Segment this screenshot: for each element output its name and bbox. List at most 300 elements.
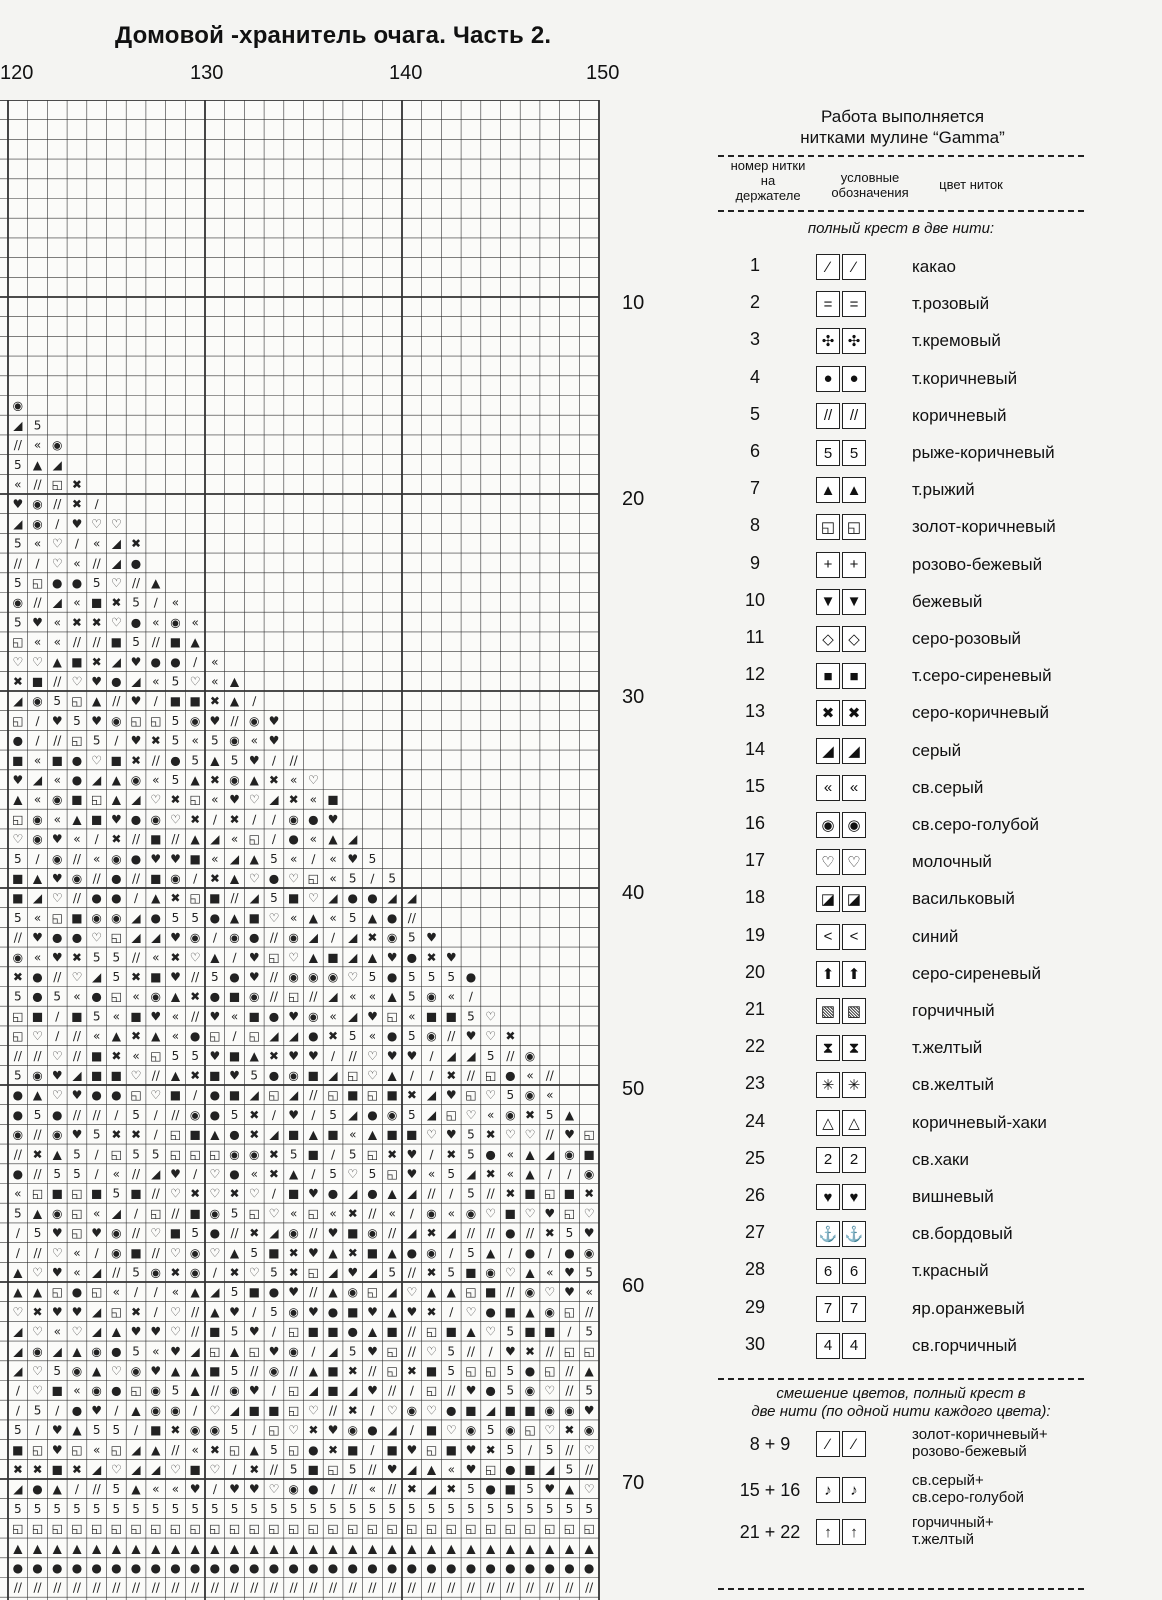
stitch-symbol: ∕ bbox=[547, 1166, 552, 1181]
symbol-cell: ⚓ bbox=[842, 1221, 866, 1247]
stitch-symbol: « bbox=[368, 1482, 377, 1497]
stitch-symbol: ● bbox=[327, 1186, 339, 1201]
stitch-symbol: ♥ bbox=[150, 1363, 162, 1378]
stitch-symbol: 5 bbox=[230, 1285, 239, 1300]
stitch-symbol: ◱ bbox=[386, 1344, 398, 1359]
thread-number: 27 bbox=[744, 1222, 766, 1243]
stitch-symbol: ◉ bbox=[583, 1245, 595, 1260]
stitch-symbol: ◱ bbox=[465, 1363, 477, 1378]
stitch-symbol: ◉ bbox=[111, 1226, 122, 1241]
stitch-symbol: ◱ bbox=[209, 1521, 221, 1536]
y-scale-label: 10 bbox=[622, 292, 645, 314]
thread-number: 16 bbox=[744, 813, 766, 833]
stitch-symbol: ♡ bbox=[51, 1048, 63, 1063]
stitch-symbol: 5 bbox=[526, 1482, 534, 1497]
stitch-symbol: ♥ bbox=[91, 674, 103, 689]
stitch-symbol: ■ bbox=[445, 1442, 457, 1457]
stitch-symbol: ✖ bbox=[268, 1048, 279, 1063]
stitch-symbol: « bbox=[14, 1186, 22, 1201]
legend-row bbox=[720, 548, 1100, 582]
stitch-symbol: ◢ bbox=[407, 891, 417, 906]
stitch-symbol: ◱ bbox=[445, 1521, 457, 1536]
stitch-symbol: ◱ bbox=[307, 871, 320, 886]
stitch-symbol: ▲ bbox=[387, 1304, 397, 1319]
stitch-symbol: « bbox=[92, 1442, 101, 1457]
stitch-symbol: ◉ bbox=[130, 1363, 142, 1378]
stitch-symbol: ✖ bbox=[328, 1029, 339, 1044]
stitch-symbol: 5 bbox=[73, 1166, 81, 1181]
thread-color: коричневый bbox=[912, 405, 1007, 425]
stitch-symbol: ▲ bbox=[525, 1304, 535, 1319]
stitch-symbol: ∕ bbox=[252, 1423, 257, 1438]
stitch-symbol: ♥ bbox=[465, 1462, 477, 1477]
stitch-symbol: ◢ bbox=[32, 772, 43, 787]
stitch-symbol: ♥ bbox=[367, 1383, 378, 1398]
stitch-symbol: ■ bbox=[110, 1068, 123, 1083]
stitch-symbol: 5 bbox=[112, 1482, 121, 1497]
stitch-symbol: 5 bbox=[467, 1186, 475, 1201]
thread-number: 14 bbox=[744, 738, 766, 759]
stitch-symbol: ◢ bbox=[348, 950, 358, 965]
stitch-symbol: ● bbox=[564, 1560, 575, 1575]
stitch-symbol: ♥ bbox=[445, 950, 457, 965]
stitch-symbol: ◱ bbox=[366, 1285, 379, 1300]
stitch-symbol: ◉ bbox=[308, 969, 319, 984]
stitch-symbol: 5 bbox=[467, 1482, 475, 1497]
stitch-symbol: ♥ bbox=[504, 1344, 516, 1359]
stitch-symbol: ● bbox=[32, 969, 43, 984]
stitch-symbol: 5 bbox=[270, 1501, 278, 1516]
stitch-symbol bbox=[816, 589, 868, 615]
stitch-symbol: // bbox=[545, 1127, 554, 1142]
stitch-symbol: ♡ bbox=[544, 1423, 556, 1438]
stitch-symbol: ♥ bbox=[229, 1482, 240, 1497]
stitch-symbol: ◉ bbox=[288, 812, 299, 827]
stitch-symbol: ♡ bbox=[189, 950, 201, 965]
stitch-symbol: ▲ bbox=[367, 950, 378, 965]
stitch-symbol: ▲ bbox=[525, 1541, 535, 1556]
stitch-symbol: ◱ bbox=[248, 832, 260, 847]
stitch-symbol: « bbox=[546, 1265, 554, 1280]
stitch-symbol: ● bbox=[268, 1560, 280, 1575]
stitch-symbol bbox=[816, 328, 868, 354]
stitch-symbol: 5 bbox=[132, 595, 140, 610]
thread-color: т.кремовый bbox=[912, 331, 1001, 351]
stitch-symbol: « bbox=[329, 871, 337, 886]
stitch-symbol: ◢ bbox=[229, 851, 240, 866]
stitch-symbol: ◢ bbox=[328, 891, 338, 906]
stitch-symbol: ▲ bbox=[308, 1363, 318, 1378]
stitch-symbol: ◉ bbox=[52, 1206, 63, 1221]
stitch-symbol: // bbox=[329, 1403, 338, 1418]
stitch-symbol: ▲ bbox=[32, 1285, 43, 1300]
stitch-symbol: ✖ bbox=[328, 1442, 339, 1457]
stitch-symbol: ◉ bbox=[111, 910, 122, 925]
stitch-symbol: ▲ bbox=[190, 1541, 200, 1556]
stitch-symbol: ◢ bbox=[545, 1147, 555, 1162]
stitch-symbol: ♥ bbox=[150, 1324, 162, 1339]
stitch-symbol: ■ bbox=[563, 1186, 576, 1201]
stitch-symbol: « bbox=[171, 1482, 180, 1497]
stitch-symbol: ♡ bbox=[288, 950, 300, 965]
stitch-symbol: ♥ bbox=[110, 812, 122, 827]
stitch-symbol: « bbox=[349, 989, 357, 1004]
stitch-symbol: ♡ bbox=[209, 1245, 221, 1260]
stitch-symbol: 5 bbox=[506, 1363, 515, 1378]
stitch-symbol: ▲ bbox=[308, 950, 318, 965]
stitch-symbol: ◱ bbox=[287, 1324, 300, 1339]
stitch-symbol: ▲ bbox=[52, 1541, 62, 1556]
stitch-symbol: ∕ bbox=[114, 1107, 119, 1122]
mix-row bbox=[720, 1470, 1100, 1510]
stitch-symbol: ● bbox=[249, 930, 260, 945]
stitch-symbol: // bbox=[427, 1580, 436, 1595]
stitch-symbol: ◱ bbox=[484, 1521, 497, 1536]
symbol-cell: ↑ bbox=[842, 1519, 866, 1545]
stitch-symbol: ◱ bbox=[71, 1442, 83, 1457]
symbol-cell: ▼ bbox=[842, 589, 866, 615]
stitch-symbol: ● bbox=[130, 556, 142, 571]
stitch-symbol: ● bbox=[406, 1245, 418, 1260]
stitch-symbol: ♥ bbox=[426, 930, 437, 945]
stitch-symbol: ◱ bbox=[90, 1285, 103, 1300]
stitch-symbol: 5 bbox=[329, 1107, 337, 1122]
stitch-symbol: ■ bbox=[504, 1403, 517, 1418]
stitch-symbol: ◉ bbox=[485, 1265, 496, 1280]
stitch-symbol: ◢ bbox=[269, 792, 279, 807]
stitch-symbol: ▲ bbox=[131, 1403, 141, 1418]
stitch-symbol: ◱ bbox=[150, 1206, 162, 1221]
stitch-symbol: « bbox=[250, 733, 258, 748]
stitch-symbol: 5 bbox=[92, 1127, 101, 1142]
stitch-symbol: ■ bbox=[12, 753, 24, 768]
stitch-symbol: // bbox=[92, 871, 101, 886]
stitch-symbol: ▲ bbox=[367, 1127, 378, 1142]
stitch-symbol: // bbox=[250, 1580, 259, 1595]
stitch-symbol: // bbox=[269, 1580, 278, 1595]
stitch-symbol: ◱ bbox=[386, 1363, 398, 1378]
stitch-symbol: 5 bbox=[171, 1501, 180, 1516]
stitch-symbol: ✖ bbox=[485, 1442, 496, 1457]
stitch-symbol: ♡ bbox=[347, 969, 359, 984]
thread-number: 20 bbox=[744, 961, 766, 982]
stitch-symbol: ◱ bbox=[110, 930, 123, 945]
stitch-symbol: ● bbox=[52, 1107, 63, 1122]
stitch-symbol bbox=[816, 1333, 868, 1359]
stitch-symbol: ■ bbox=[189, 1206, 201, 1221]
stitch-symbol: ∕ bbox=[567, 1324, 572, 1339]
stitch-symbol: ♡ bbox=[268, 910, 280, 925]
stitch-symbol: // bbox=[348, 1048, 357, 1063]
stitch-symbol: ▲ bbox=[564, 1482, 575, 1497]
stitch-symbol: // bbox=[269, 1462, 278, 1477]
stitch-symbol: 5 bbox=[447, 1344, 456, 1359]
stitch-symbol bbox=[816, 1147, 868, 1173]
stitch-symbol bbox=[816, 812, 868, 838]
stitch-symbol: ∕ bbox=[212, 812, 217, 827]
stitch-symbol: ♡ bbox=[110, 1363, 122, 1378]
stitch-symbol: ♥ bbox=[150, 1009, 162, 1024]
stitch-symbol: ◱ bbox=[287, 989, 300, 1004]
stitch-symbol: ◢ bbox=[92, 1462, 102, 1477]
stitch-symbol: ● bbox=[347, 1324, 358, 1339]
stitch-symbol: ■ bbox=[268, 1403, 280, 1418]
stitch-symbol: ∕ bbox=[15, 1403, 20, 1418]
stitch-symbol: ◢ bbox=[13, 1363, 23, 1378]
stitch-symbol bbox=[816, 1072, 868, 1098]
stitch-symbol: ● bbox=[347, 1560, 358, 1575]
stitch-symbol: ◢ bbox=[308, 930, 318, 945]
mix-color bbox=[912, 1426, 1048, 1460]
stitch-symbol: ● bbox=[485, 1560, 496, 1575]
stitch-symbol: ● bbox=[446, 1560, 457, 1575]
stitch-symbol: 5 bbox=[191, 1501, 199, 1516]
stitch-symbol: ● bbox=[505, 1560, 516, 1575]
stitch-symbol: ◉ bbox=[288, 1482, 299, 1497]
stitch-symbol: ♥ bbox=[268, 1344, 280, 1359]
stitch-symbol bbox=[816, 514, 868, 540]
stitch-symbol: ♡ bbox=[288, 1423, 300, 1438]
stitch-symbol: 5 bbox=[14, 1068, 22, 1083]
page-title: Домовой -хранитель очага. Часть 2. bbox=[115, 22, 552, 49]
stitch-symbol: ◢ bbox=[466, 1048, 476, 1063]
symbol-cell: ♪ bbox=[842, 1477, 866, 1503]
stitch-symbol: ◱ bbox=[31, 1521, 44, 1536]
stitch-symbol: ◢ bbox=[111, 556, 121, 571]
stitch-symbol: ▲ bbox=[72, 1541, 82, 1556]
thread-number: 5 bbox=[749, 403, 760, 424]
thread-color: рыже-коричневый bbox=[912, 443, 1055, 462]
stitch-symbol: ∕ bbox=[15, 1226, 20, 1241]
stitch-symbol: ✖ bbox=[170, 1423, 181, 1438]
stitch-symbol: ◱ bbox=[150, 1521, 162, 1536]
stitch-symbol: ✖ bbox=[131, 753, 142, 768]
stitch-symbol: ■ bbox=[51, 1462, 63, 1477]
stitch-symbol: ◉ bbox=[189, 1107, 201, 1122]
stitch-symbol: ● bbox=[446, 1403, 457, 1418]
stitch-symbol: ♡ bbox=[110, 1462, 122, 1477]
thread-color: т.коричневый bbox=[912, 368, 1018, 388]
stitch-symbol: « bbox=[309, 832, 318, 847]
stitch-symbol: // bbox=[388, 1226, 397, 1241]
stitch-symbol: ● bbox=[485, 1383, 496, 1398]
stitch-symbol: « bbox=[230, 1009, 239, 1024]
stitch-symbol bbox=[816, 366, 868, 392]
stitch-symbol: ■ bbox=[209, 1068, 221, 1083]
stitch-symbol: ◉ bbox=[32, 832, 43, 847]
stitch-symbol: ● bbox=[426, 1560, 437, 1575]
stitch-symbol: ◢ bbox=[387, 1423, 397, 1438]
stitch-symbol: ◱ bbox=[327, 1462, 339, 1477]
thread-number: 19 bbox=[744, 924, 766, 945]
stitch-symbol: ♡ bbox=[485, 1009, 497, 1024]
stitch-symbol: // bbox=[447, 1580, 456, 1595]
stitch-symbol: « bbox=[92, 851, 101, 866]
stitch-symbol: ◱ bbox=[12, 812, 24, 827]
stitch-symbol: ♡ bbox=[110, 615, 122, 630]
thread-number: 21 bbox=[744, 999, 766, 1019]
stitch-symbol: 5 bbox=[408, 989, 416, 1004]
stitch-symbol: // bbox=[348, 1482, 357, 1497]
stitch-symbol: ▲ bbox=[387, 1068, 397, 1083]
stitch-symbol: // bbox=[230, 713, 239, 728]
stitch-symbol: ◢ bbox=[348, 930, 358, 945]
stitch-symbol: 5 bbox=[447, 1501, 456, 1516]
stitch-symbol: ● bbox=[130, 615, 142, 630]
stitch-symbol: ◱ bbox=[268, 950, 280, 965]
stitch-symbol: ♥ bbox=[91, 1403, 103, 1418]
stitch-symbol: ◉ bbox=[32, 812, 43, 827]
stitch-symbol: // bbox=[210, 1580, 219, 1595]
stitch-symbol: ♥ bbox=[465, 1383, 477, 1398]
stitch-symbol: « bbox=[73, 989, 81, 1004]
stitch-symbol: ● bbox=[564, 1245, 575, 1260]
stitch-symbol: ◱ bbox=[307, 1521, 320, 1536]
stitch-symbol: 5 bbox=[230, 1423, 239, 1438]
stitch-symbol: ◱ bbox=[563, 1521, 576, 1536]
stitch-symbol: ◉ bbox=[347, 1423, 358, 1438]
stitch-symbol: ◱ bbox=[189, 891, 201, 906]
stitch-symbol: ■ bbox=[90, 1068, 103, 1083]
stitch-symbol: ▲ bbox=[269, 1541, 279, 1556]
stitch-symbol: // bbox=[33, 1166, 42, 1181]
stitch-symbol: ◱ bbox=[425, 1324, 438, 1339]
stitch-symbol: ♥ bbox=[248, 1324, 260, 1339]
stitch-symbol: // bbox=[151, 1068, 160, 1083]
stitch-symbol: ▲ bbox=[111, 1324, 121, 1339]
stitch-symbol: ■ bbox=[287, 1186, 300, 1201]
symbol-cell: 2 bbox=[816, 1147, 840, 1173]
stitch-symbol: ◱ bbox=[248, 1344, 260, 1359]
stitch-symbol: // bbox=[309, 1088, 318, 1103]
stitch-symbol: ♥ bbox=[248, 1482, 260, 1497]
mix-row bbox=[720, 1424, 1100, 1464]
stitch-symbol: ♥ bbox=[268, 713, 280, 728]
stitch-symbol: // bbox=[171, 1206, 180, 1221]
stitch-symbol: ■ bbox=[169, 694, 182, 709]
stitch-symbol: ♥ bbox=[307, 1048, 319, 1063]
stitch-symbol: « bbox=[289, 772, 298, 787]
stitch-symbol: ♡ bbox=[170, 1304, 181, 1319]
stitch-symbol: ■ bbox=[287, 1127, 300, 1142]
stitch-symbol: ◱ bbox=[268, 1521, 280, 1536]
stitch-symbol: 5 bbox=[53, 1501, 62, 1516]
legend-row bbox=[720, 771, 1100, 805]
mix-color-line2: розово-бежевый bbox=[912, 1443, 1027, 1460]
mix-color bbox=[912, 1514, 994, 1548]
stitch-symbol: 5 bbox=[14, 910, 22, 925]
stitch-symbol: 5 bbox=[132, 1501, 140, 1516]
stitch-symbol: ◢ bbox=[328, 1265, 338, 1280]
stitch-symbol: ● bbox=[150, 910, 161, 925]
stitch-symbol: « bbox=[53, 635, 61, 650]
stitch-symbol: ■ bbox=[209, 891, 221, 906]
stitch-symbol: ◢ bbox=[269, 1127, 279, 1142]
stitch-symbol: // bbox=[132, 1166, 141, 1181]
stitch-symbol: ● bbox=[209, 989, 221, 1004]
stitch-symbol: // bbox=[269, 969, 278, 984]
stitch-symbol: « bbox=[53, 812, 61, 827]
stitch-symbol: ▲ bbox=[328, 1285, 338, 1300]
stitch-symbol: ✖ bbox=[288, 1245, 299, 1260]
stitch-symbol: 5 bbox=[14, 1501, 22, 1516]
stitch-symbol: ◉ bbox=[544, 1304, 555, 1319]
stitch-symbol: ◉ bbox=[426, 989, 437, 1004]
divider bbox=[718, 155, 1084, 157]
stitch-symbol: ■ bbox=[327, 792, 339, 807]
stitch-symbol: // bbox=[112, 1580, 121, 1595]
stitch-symbol: ◱ bbox=[169, 1521, 182, 1536]
stitch-symbol: 5 bbox=[14, 536, 22, 551]
stitch-symbol: ◱ bbox=[406, 1521, 418, 1536]
stitch-symbol: // bbox=[92, 1482, 101, 1497]
stitch-symbol: ■ bbox=[209, 1324, 221, 1339]
legend-row bbox=[720, 696, 1100, 730]
stitch-symbol: ▲ bbox=[151, 575, 161, 590]
stitch-symbol: 5 bbox=[545, 1442, 554, 1457]
stitch-symbol: ♥ bbox=[465, 1442, 477, 1457]
stitch-symbol: ◉ bbox=[130, 772, 142, 787]
stitch-symbol: 5 bbox=[171, 1383, 180, 1398]
stitch-symbol: « bbox=[33, 950, 42, 965]
symbol-cell: ■ bbox=[816, 663, 840, 689]
stitch-symbol: ◢ bbox=[92, 1324, 102, 1339]
stitch-symbol bbox=[816, 552, 868, 578]
stitch-symbol: ■ bbox=[31, 1009, 44, 1024]
stitch-symbol: « bbox=[73, 1383, 81, 1398]
stitch-symbol: 5 bbox=[132, 635, 140, 650]
stitch-symbol: ∕ bbox=[55, 516, 60, 531]
stitch-symbol: ♡ bbox=[170, 1245, 181, 1260]
stitch-symbol: ▲ bbox=[229, 694, 240, 709]
stitch-symbol: ∕ bbox=[232, 950, 237, 965]
stitch-symbol: ◱ bbox=[465, 1521, 477, 1536]
stitch-symbol: // bbox=[506, 1285, 515, 1300]
stitch-symbol: ♥ bbox=[445, 1088, 457, 1103]
stitch-symbol: ■ bbox=[327, 1324, 339, 1339]
stitch-symbol: ∕ bbox=[508, 1245, 513, 1260]
stitch-symbol: 5 bbox=[467, 1147, 475, 1162]
stitch-symbol: // bbox=[250, 1363, 259, 1378]
stitch-symbol: « bbox=[14, 477, 22, 492]
stitch-symbol: ● bbox=[209, 1560, 221, 1575]
stitch-symbol: 5 bbox=[73, 1501, 81, 1516]
stitch-symbol: ● bbox=[386, 969, 398, 984]
stitch-symbol: 5 bbox=[309, 1501, 318, 1516]
stitch-symbol: ▲ bbox=[72, 1344, 82, 1359]
stitch-symbol: ✖ bbox=[288, 792, 299, 807]
stitch-symbol: ● bbox=[386, 1029, 398, 1044]
stitch-symbol: ✖ bbox=[249, 1127, 260, 1142]
stitch-symbol: ◉ bbox=[189, 713, 201, 728]
stitch-symbol: ♥ bbox=[170, 930, 181, 945]
stitch-symbol: ▲ bbox=[486, 1541, 496, 1556]
stitch-symbol: ◱ bbox=[327, 1088, 339, 1103]
stitch-symbol: ♥ bbox=[51, 1304, 63, 1319]
stitch-symbol: 5 bbox=[565, 1501, 574, 1516]
stitch-symbol: 5 bbox=[447, 1363, 456, 1378]
stitch-symbol: ♡ bbox=[12, 832, 24, 847]
stitch-symbol: ● bbox=[268, 1068, 280, 1083]
stitch-symbol: ● bbox=[71, 753, 83, 768]
stitch-symbol: ◉ bbox=[170, 1403, 181, 1418]
stitch-symbol: 5 bbox=[92, 733, 101, 748]
stitch-symbol: 5 bbox=[33, 1107, 42, 1122]
stitch-symbol: ◱ bbox=[366, 1147, 379, 1162]
stitch-symbol: ∕ bbox=[331, 1147, 336, 1162]
stitch-symbol: ♡ bbox=[307, 772, 319, 787]
stitch-symbol: ◢ bbox=[426, 1482, 437, 1497]
